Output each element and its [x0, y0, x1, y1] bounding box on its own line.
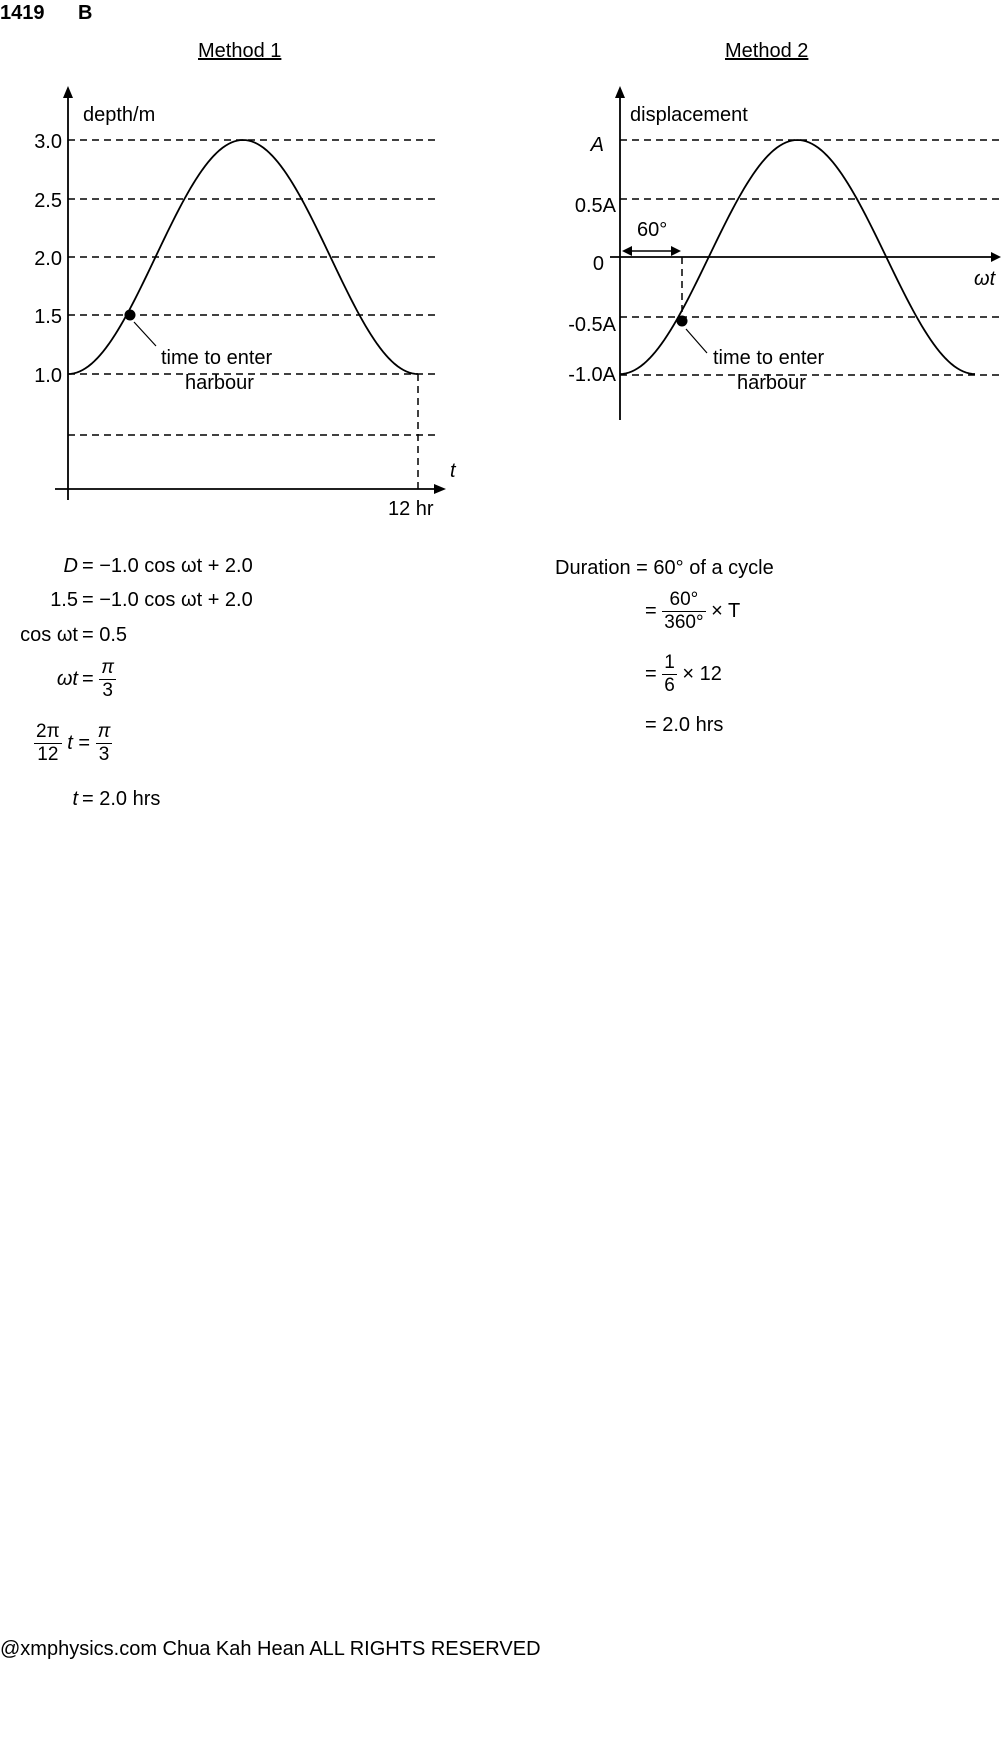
method2-ytick: -0.5A	[568, 314, 616, 336]
method2-ytick: -1.0A	[568, 364, 616, 386]
copyright-footer: @xmphysics.com Chua Kah Hean ALL RIGHTS RESERVED	[0, 1638, 541, 1660]
working-fraction: $\frac{60^\circ}{360^\circ}$	[664, 589, 704, 633]
method2-title: Method 2	[725, 40, 809, 62]
method2-graph	[540, 70, 1001, 430]
method2-angle-label: 60°	[637, 219, 668, 241]
working-tail: × T	[711, 599, 741, 622]
working-fraction: $\frac{\pi}{3}$	[97, 721, 111, 765]
method2-angle-arrowhead-right	[671, 246, 681, 256]
working-lhs: t	[72, 788, 78, 810]
method2-y-arrow	[615, 86, 625, 98]
method2-annotation-line2: harbour	[737, 372, 806, 394]
method1-title: Method 1	[198, 40, 282, 62]
method1-x-arrow	[434, 484, 446, 494]
method1-working: D = −1.0 cos ωt + 2.0 1.5 = −1.0 cos ωt + 2.0 cos ωt = 0.5 ωt = $\frac{\pi}{3}$ $\frac{2\pi}{12}$ t = $\frac{\pi}{3}$ t = 2.0 hrs	[20, 555, 253, 810]
method1-annotation-line2: harbour	[185, 372, 254, 394]
method1-x-axis-label: t	[450, 460, 456, 482]
working-rhs: 60° of a cycle	[653, 557, 774, 579]
working-tail: × 12	[682, 662, 722, 685]
method2-ytick: 0.5A	[574, 195, 616, 217]
working-lhs: 1.5	[50, 589, 78, 611]
working-lhs: Duration	[555, 557, 631, 579]
method1-ytick: 3.0	[34, 131, 62, 153]
working-rhs: 2.0 hrs	[662, 714, 724, 736]
working-rhs: −1.0 cos ωt + 2.0	[99, 555, 253, 577]
question-number: 1419	[0, 2, 45, 24]
working-fraction: $\frac{2\pi}{12}$	[36, 721, 60, 765]
working-lhs: D	[63, 555, 78, 577]
working-lhs: ωt	[56, 668, 78, 690]
method2-annotation-leader	[686, 329, 707, 353]
method1-y-arrow	[63, 86, 73, 98]
method1-entry-point	[125, 310, 136, 321]
method1-ytick: 2.5	[34, 190, 62, 212]
method1-ytick: 1.5	[34, 306, 62, 328]
method2-working: Duration = 60° of a cycle = $\frac{60^\circ}{360^\circ}$ × T = $\frac{1}{6}$ × 12 = 2.0 hrs	[555, 557, 774, 736]
working-fraction: $\frac{\pi}{3}$	[101, 657, 114, 701]
working-rhs: 2.0 hrs	[99, 788, 161, 810]
method2-x-arrow	[991, 252, 1001, 262]
method2-y-axis-label: displacement	[630, 104, 748, 126]
working-rhs: 0.5	[99, 624, 128, 646]
method1-ytick: 2.0	[34, 248, 62, 270]
method2-ytick: A	[590, 134, 604, 156]
working-rhs: −1.0 cos ωt + 2.0	[99, 589, 253, 611]
method2-annotation-line1: time to enter	[713, 347, 825, 369]
method2-x-axis-label: ωt	[974, 268, 996, 290]
working-fraction: $\frac{1}{6}$	[664, 652, 675, 696]
method2-ytick: 0	[592, 253, 604, 275]
method1-annotation-leader	[134, 322, 156, 346]
method1-gridlines	[68, 140, 436, 489]
method1-y-axis-label: depth/m	[83, 104, 156, 126]
answer-letter: B	[78, 2, 93, 24]
method1-ytick: 1.0	[34, 365, 62, 387]
method1-graph	[0, 70, 480, 530]
method1-axes	[55, 90, 440, 500]
working-lhs: cos ωt	[20, 624, 78, 646]
working-variable: t	[67, 731, 73, 754]
method1-x-end-label: 12 hr	[388, 498, 434, 520]
method2-entry-point	[677, 316, 688, 327]
method1-annotation-line1: time to enter	[161, 347, 273, 369]
method2-angle-arrowhead-left	[622, 246, 632, 256]
